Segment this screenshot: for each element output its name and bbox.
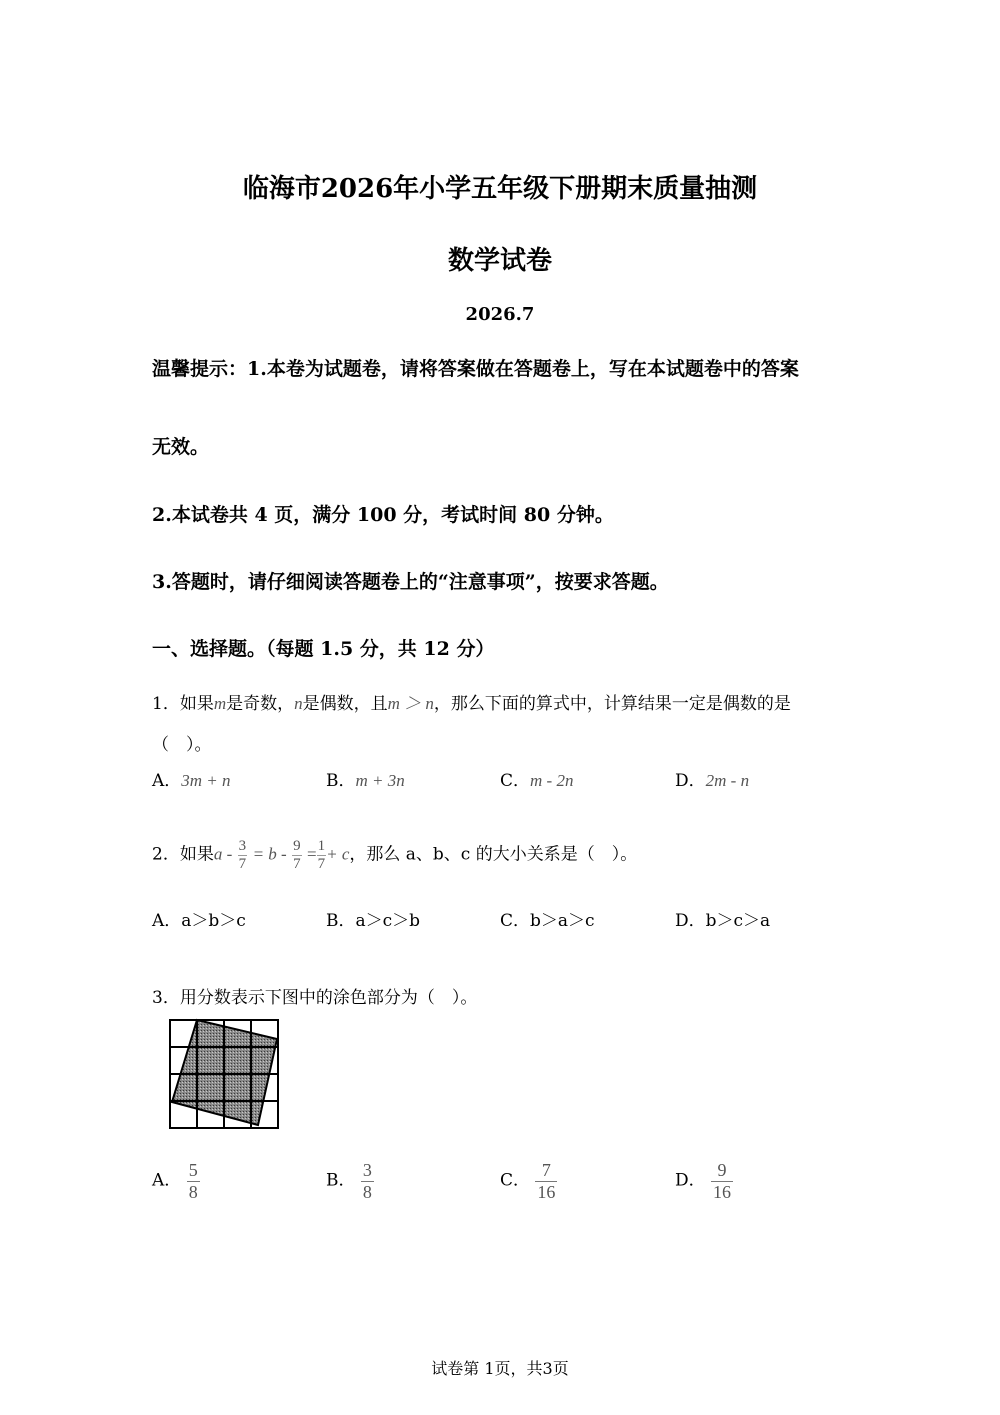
fraction-denominator: 8 — [188, 1181, 198, 1202]
option-label: D． — [675, 771, 706, 791]
option-text: a＞c＞b — [355, 911, 421, 931]
q1-var-m: m — [213, 694, 227, 713]
notice-line-1-continued: 无效。 — [152, 436, 210, 458]
option-text: a＞b＞c — [181, 911, 246, 931]
option-expression: m - 2n — [530, 771, 574, 790]
q3-option-b[interactable] — [326, 1160, 374, 1202]
fraction-numerator: 3 — [238, 838, 247, 854]
option-fraction — [187, 1160, 200, 1202]
q1-option-d[interactable] — [675, 766, 749, 791]
option-expression: m + 3n — [355, 771, 405, 790]
question-2-stem — [152, 838, 637, 872]
fraction-numerator: 7 — [535, 1160, 557, 1182]
q1-var-n: n — [294, 694, 303, 713]
page-title: 临海市2026年小学五年级下册期末质量抽测 — [242, 174, 758, 204]
question-1-stem — [152, 689, 791, 714]
fraction-denominator: 7 — [238, 855, 247, 872]
q1-text-3: ，那么下面的算式中，计算结果一定是偶数的是 — [433, 694, 791, 714]
page-footer: 试卷第 1页，共3页 — [431, 1359, 569, 1378]
option-text: b＞c＞a — [705, 911, 771, 931]
fraction-numerator: 9 — [711, 1160, 733, 1182]
option-label: B． — [326, 771, 356, 791]
fraction-numerator: 3 — [362, 1160, 372, 1180]
q2-fraction-2 — [292, 838, 302, 872]
q2-expr-2: = b - — [252, 844, 287, 864]
fraction-denominator: 7 — [317, 855, 326, 872]
option-label: C． — [500, 911, 531, 931]
fraction-denominator: 7 — [293, 855, 301, 872]
q2-suffix: ，那么 a、b、c 的大小关系是（ ）。 — [349, 844, 638, 865]
option-label: D． — [675, 911, 706, 931]
option-fraction — [535, 1160, 557, 1202]
q3-option-c[interactable] — [500, 1160, 557, 1202]
q2-option-d[interactable] — [675, 906, 770, 931]
q1-text-1: 是奇数， — [226, 694, 295, 714]
section-heading: 一、选择题。（每题 1.5 分，共 12 分） — [152, 638, 495, 660]
q1-condition: m ＞ n — [387, 694, 434, 713]
q2-expr-1: a - — [213, 844, 233, 864]
option-text: b＞a＞c — [530, 911, 595, 931]
exam-date: 2026.7 — [465, 304, 535, 325]
option-label: B． — [326, 1170, 356, 1191]
q1-text-2: 是偶数，且 — [302, 694, 388, 714]
question-1-blank: （ ）。 — [152, 735, 212, 755]
notice-line-3: 3.答题时，请仔细阅读答题卷上的“注意事项”，按要求答题。 — [152, 571, 669, 593]
q2-prefix: 2．如果 — [152, 844, 214, 865]
fraction-numerator: 9 — [293, 838, 301, 854]
q2-expr-4: + c — [326, 844, 350, 864]
fraction-denominator: 8 — [362, 1181, 372, 1202]
q3-option-a[interactable] — [152, 1160, 200, 1202]
notice-line-1: 温馨提示：1.本卷为试题卷，请将答案做在答题卷上，写在本试题卷中的答案 — [152, 358, 799, 380]
option-label: C． — [500, 771, 531, 791]
q2-fraction-1 — [238, 838, 248, 872]
q2-option-b[interactable] — [326, 906, 420, 931]
fraction-numerator: 5 — [188, 1160, 198, 1180]
notice-line-2: 2.本试卷共 4 页，满分 100 分，考试时间 80 分钟。 — [152, 504, 614, 526]
fraction-denominator: 16 — [713, 1181, 732, 1202]
option-fraction — [361, 1160, 374, 1202]
option-expression: 3m + n — [181, 771, 231, 790]
fraction-numerator: 1 — [317, 838, 326, 854]
option-label: A． — [152, 1170, 182, 1191]
option-label: C． — [500, 1170, 531, 1191]
q2-fraction-3 — [317, 838, 327, 872]
page-subtitle: 数学试卷 — [447, 246, 552, 276]
q1-option-c[interactable] — [500, 766, 573, 791]
option-label: B． — [326, 911, 356, 931]
q2-expr-3: = — [307, 844, 317, 864]
q1-option-b[interactable] — [326, 766, 405, 791]
shaded-square-grid-figure — [168, 1018, 280, 1130]
option-label: D． — [675, 1170, 706, 1191]
option-fraction — [711, 1160, 733, 1202]
question-3-stem: 3．用分数表示下图中的涂色部分为（ ）。 — [152, 988, 478, 1008]
fraction-denominator: 16 — [537, 1181, 556, 1202]
q3-option-d[interactable] — [675, 1160, 733, 1202]
option-label: A． — [152, 771, 182, 791]
option-expression: 2m - n — [705, 771, 750, 790]
q1-prefix: 1．如果 — [152, 694, 214, 714]
q2-option-c[interactable] — [500, 906, 595, 931]
q1-option-a[interactable] — [152, 766, 231, 791]
q2-option-a[interactable] — [152, 906, 246, 931]
option-label: A． — [152, 911, 182, 931]
